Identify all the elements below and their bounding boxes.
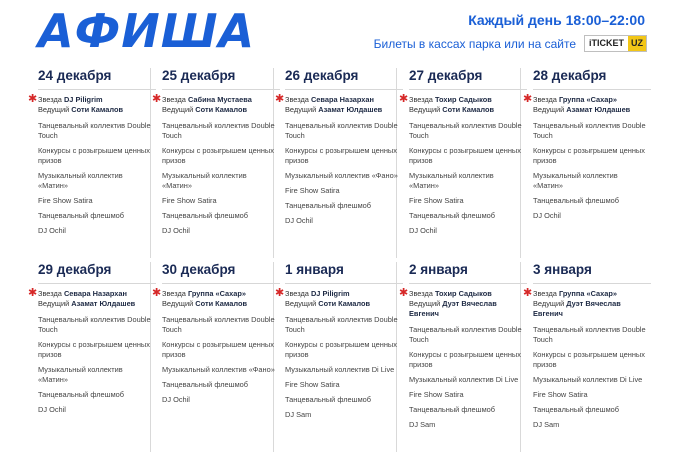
program-item: Танцевальный коллектив Double Touch xyxy=(285,121,398,140)
program-item: Fire Show Satira xyxy=(38,196,93,205)
day-date: 2 января xyxy=(409,262,468,277)
program-item: Танцевальный флешмоб xyxy=(38,390,125,399)
program-item: Музыкальный коллектив «Фано» xyxy=(162,365,275,374)
host-label: Ведущий xyxy=(533,299,565,308)
star-performer xyxy=(152,287,285,299)
day-column xyxy=(399,68,529,236)
host xyxy=(162,105,280,115)
host-label: Ведущий xyxy=(533,105,565,114)
star-label: Звезда xyxy=(38,95,62,104)
day-column xyxy=(275,68,405,226)
day-date: 26 декабря xyxy=(285,68,359,83)
star-label: Звезда xyxy=(533,95,557,104)
program-item: Музыкальный коллектив «Матин» xyxy=(162,171,247,190)
program-item: Музыкальный коллектив «Матин» xyxy=(38,365,123,384)
program-item: Танцевальный коллектив Double Touch xyxy=(162,121,275,140)
day-date: 28 декабря xyxy=(533,68,607,83)
day-date: 24 декабря xyxy=(38,68,112,83)
star-performer xyxy=(28,93,158,105)
host-name: Дуэт Вячеслав Евгенич xyxy=(533,299,621,318)
day-date: 30 декабря xyxy=(162,262,236,277)
host-name: Азамат Юлдашев xyxy=(71,299,136,308)
iticket-logo[interactable] xyxy=(584,35,647,52)
host xyxy=(533,105,651,115)
asterisk-icon: ✱ xyxy=(275,287,285,299)
day-column xyxy=(28,262,158,415)
day-column xyxy=(152,262,285,405)
asterisk-icon: ✱ xyxy=(28,287,38,299)
asterisk-icon: ✱ xyxy=(275,93,285,105)
logo-right: UZ xyxy=(628,36,646,51)
program-item: Танцевальный флешмоб xyxy=(285,201,372,210)
star-name: Группа «Сахар» xyxy=(558,289,617,298)
star-name: Тохир Садыков xyxy=(434,95,492,104)
star-label: Звезда xyxy=(162,95,186,104)
program-item: Танцевальный коллектив Double Touch xyxy=(162,315,275,334)
program-item: DJ Sam xyxy=(533,420,560,429)
program-item: Музыкальный коллектив «Матин» xyxy=(533,171,618,190)
host-label: Ведущий xyxy=(285,105,317,114)
program-item: Танцевальный флешмоб xyxy=(409,211,496,220)
program-item: DJ Ochil xyxy=(409,226,437,235)
program-item: Танцевальный флешмоб xyxy=(285,395,372,404)
program-item: Конкурсы с розыгрышем ценных призов xyxy=(285,146,397,165)
program-item: Музыкальный коллектив Di Live xyxy=(533,375,643,384)
star-label: Звезда xyxy=(409,289,433,298)
star-performer xyxy=(399,287,529,299)
asterisk-icon: ✱ xyxy=(28,93,38,105)
host xyxy=(38,105,156,115)
host-name: Дуэт Вячеслав Евгенич xyxy=(409,299,497,318)
program-item: Fire Show Satira xyxy=(285,186,340,195)
day-column xyxy=(28,68,158,236)
program-item: DJ Ochil xyxy=(162,226,190,235)
program-item: Музыкальный коллектив «Матин» xyxy=(409,171,494,190)
program-item: Музыкальный коллектив Di Live xyxy=(285,365,395,374)
host xyxy=(285,105,403,115)
date-underline xyxy=(409,283,527,284)
asterisk-icon: ✱ xyxy=(523,93,533,105)
program-item: Танцевальный коллектив Double Touch xyxy=(409,121,522,140)
date-underline xyxy=(38,283,156,284)
host xyxy=(409,299,527,319)
program-item: Конкурсы с розыгрышем ценных призов xyxy=(38,146,150,165)
day-column xyxy=(399,262,529,430)
star-name: Севара Назархан xyxy=(63,289,127,298)
program-item: Конкурсы с розыгрышем ценных призов xyxy=(533,146,645,165)
host-name: Соти Камалов xyxy=(195,299,248,308)
star-performer xyxy=(399,93,529,105)
day-column xyxy=(152,68,285,236)
program-item: Танцевальный коллектив Double Touch xyxy=(38,315,151,334)
program-item: Конкурсы с розыгрышем ценных призов xyxy=(285,340,397,359)
program-item: Танцевальный коллектив Double Touch xyxy=(533,121,646,140)
star-performer xyxy=(275,93,405,105)
program-item: Fire Show Satira xyxy=(285,380,340,389)
star-label: Звезда xyxy=(409,95,433,104)
star-label: Звезда xyxy=(162,289,186,298)
day-column xyxy=(275,262,405,420)
program-item: DJ Ochil xyxy=(38,226,66,235)
program-item: Танцевальный коллектив Double Touch xyxy=(409,325,522,344)
star-performer xyxy=(152,93,285,105)
date-underline xyxy=(533,89,651,90)
logo-left: iTICKET xyxy=(585,36,628,51)
host-name: Соти Камалов xyxy=(318,299,371,308)
program-item: Музыкальный коллектив «Фано» xyxy=(285,171,398,180)
star-performer xyxy=(523,93,653,105)
star-performer xyxy=(28,287,158,299)
program-item: Танцевальный флешмоб xyxy=(409,405,496,414)
host-label: Ведущий xyxy=(409,105,441,114)
host-name: Соти Камалов xyxy=(71,105,124,114)
program-item: Танцевальный флешмоб xyxy=(162,380,249,389)
day-date: 27 декабря xyxy=(409,68,483,83)
program-item: Танцевальный флешмоб xyxy=(38,211,125,220)
host-name: Азамат Юлдашев xyxy=(318,105,383,114)
host-name: Соти Камалов xyxy=(442,105,495,114)
program-item: Танцевальный коллектив Double Touch xyxy=(38,121,151,140)
host-label: Ведущий xyxy=(38,105,70,114)
star-performer xyxy=(523,287,653,299)
program-item: Танцевальный флешмоб xyxy=(533,196,620,205)
program-item: Танцевальный флешмоб xyxy=(162,211,249,220)
day-date: 29 декабря xyxy=(38,262,112,277)
program-item: Конкурсы с розыгрышем ценных призов xyxy=(533,350,645,369)
star-name: Тохир Садыков xyxy=(434,289,492,298)
date-underline xyxy=(162,283,280,284)
host-label: Ведущий xyxy=(162,105,194,114)
day-date: 25 декабря xyxy=(162,68,236,83)
asterisk-icon: ✱ xyxy=(399,287,409,299)
host-label: Ведущий xyxy=(38,299,70,308)
host xyxy=(285,299,403,309)
host xyxy=(38,299,156,309)
host-label: Ведущий xyxy=(285,299,317,308)
program-item: Танцевальный коллектив Double Touch xyxy=(533,325,646,344)
star-name: Группа «Сахар» xyxy=(558,95,617,104)
tickets-text: Билеты в кассах парка или на сайте xyxy=(373,36,576,51)
star-name: Севара Назархан xyxy=(310,95,374,104)
program-item: Конкурсы с розыгрышем ценных призов xyxy=(409,146,521,165)
star-name: Группа «Сахар» xyxy=(187,289,246,298)
program-item: Музыкальный коллектив Di Live xyxy=(409,375,519,384)
host xyxy=(533,299,651,319)
star-label: Звезда xyxy=(533,289,557,298)
program-item: Конкурсы с розыгрышем ценных призов xyxy=(38,340,150,359)
program-item: Fire Show Satira xyxy=(409,196,464,205)
asterisk-icon: ✱ xyxy=(523,287,533,299)
program-item: DJ Ochil xyxy=(162,395,190,404)
program-item: Конкурсы с розыгрышем ценных призов xyxy=(162,340,274,359)
asterisk-icon: ✱ xyxy=(399,93,409,105)
date-underline xyxy=(409,89,527,90)
star-name: Сабина Мустаева xyxy=(187,95,252,104)
host xyxy=(162,299,280,309)
host-name: Азамат Юлдашев xyxy=(566,105,631,114)
program-item: Танцевальный коллектив Double Touch xyxy=(285,315,398,334)
host-name: Соти Камалов xyxy=(195,105,248,114)
program-item: Fire Show Satira xyxy=(533,390,588,399)
star-name: DJ Piligrim xyxy=(63,95,103,104)
date-underline xyxy=(285,89,403,90)
program-item: Конкурсы с розыгрышем ценных призов xyxy=(162,146,274,165)
program-item: DJ Sam xyxy=(285,410,312,419)
host-label: Ведущий xyxy=(162,299,194,308)
day-date: 3 января xyxy=(533,262,592,277)
program-item: DJ Ochil xyxy=(533,211,561,220)
date-underline xyxy=(533,283,651,284)
star-label: Звезда xyxy=(38,289,62,298)
program-item: DJ Sam xyxy=(409,420,436,429)
page-title: АФИША xyxy=(38,4,256,58)
star-label: Звезда xyxy=(285,95,309,104)
star-name: DJ Piligrim xyxy=(310,289,350,298)
asterisk-icon: ✱ xyxy=(152,287,162,299)
date-underline xyxy=(285,283,403,284)
program-item: DJ Ochil xyxy=(38,405,66,414)
date-underline xyxy=(38,89,156,90)
star-label: Звезда xyxy=(285,289,309,298)
tickets-info xyxy=(374,35,647,52)
host xyxy=(409,105,527,115)
day-column xyxy=(523,262,653,430)
program-item: Fire Show Satira xyxy=(409,390,464,399)
star-performer xyxy=(275,287,405,299)
day-date: 1 января xyxy=(285,262,344,277)
date-underline xyxy=(162,89,280,90)
program-item: Музыкальный коллектив «Матин» xyxy=(38,171,123,190)
asterisk-icon: ✱ xyxy=(152,93,162,105)
program-item: Танцевальный флешмоб xyxy=(533,405,620,414)
program-item: Fire Show Satira xyxy=(162,196,217,205)
day-column xyxy=(523,68,653,221)
program-item: DJ Ochil xyxy=(285,216,313,225)
program-item: Конкурсы с розыгрышем ценных призов xyxy=(409,350,521,369)
host-label: Ведущий xyxy=(409,299,441,308)
schedule-text: Каждый день 18:00–22:00 xyxy=(468,12,645,28)
